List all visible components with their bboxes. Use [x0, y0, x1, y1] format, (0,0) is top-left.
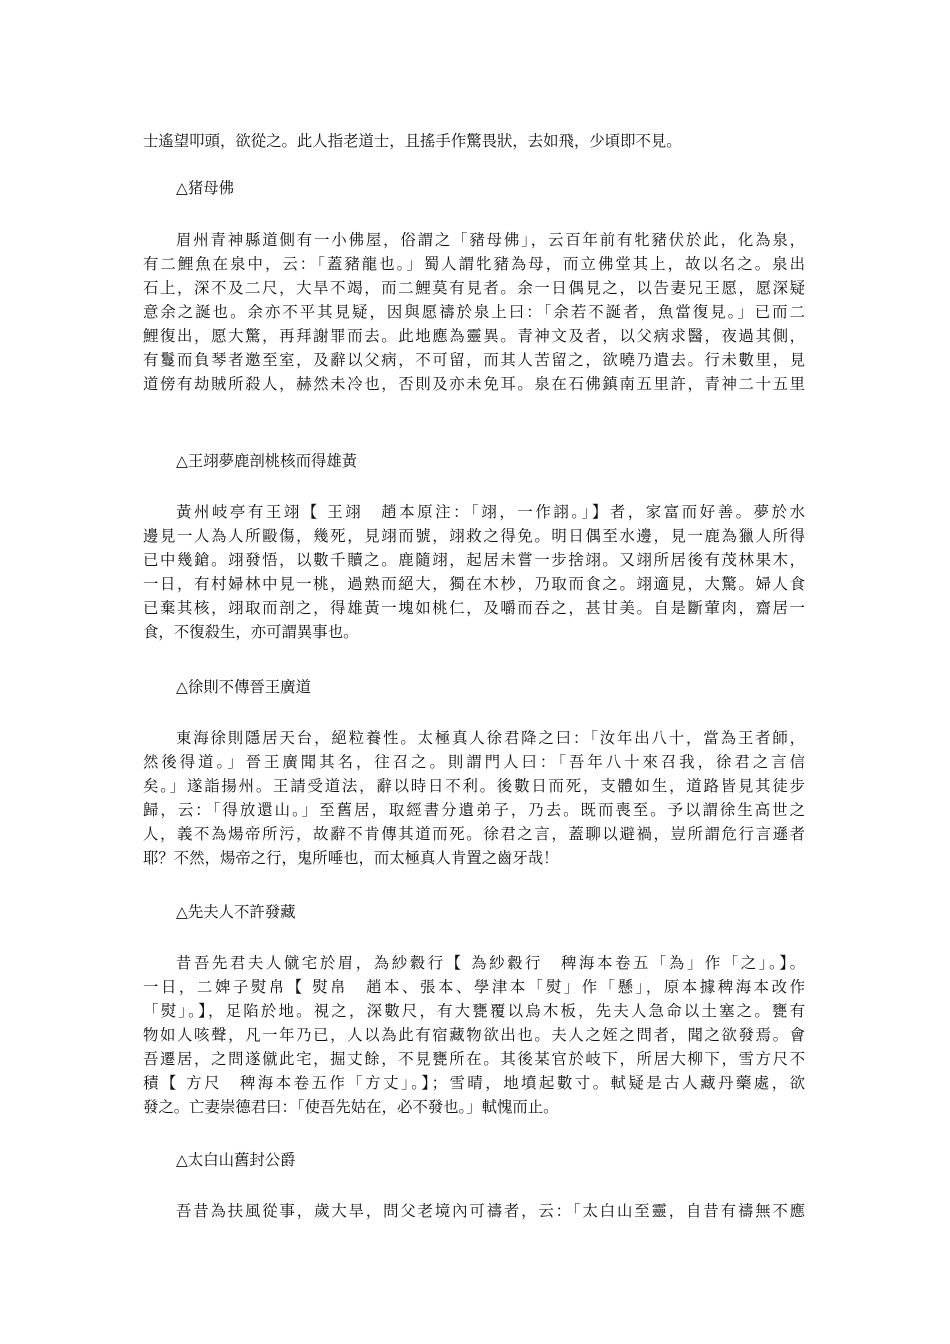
paragraph-line: 耶？不然，煬帝之行，鬼所唾也，而太極真人肯置之齒牙哉！ — [143, 849, 559, 867]
paragraph-line: 東海徐則隱居天台，絕粒養性。太極真人徐君降之曰：「汝年出八十，當為王者師， — [176, 729, 805, 747]
paragraph-line: 然後得道。」晉王廣聞其名，往召之。則謂門人曰：「吾年八十來召我，徐君之言信 — [143, 753, 805, 771]
paragraph-line: 有鬘而負琴者邀至室，及辭以父病，不可留，而其人苦留之，欲曉乃遣去。行未數里，見 — [143, 351, 805, 369]
paragraph-line: 有二鯉魚在泉中，云：「蓋豬龍也。」蜀人謂牝豬為母，而立佛堂其上，故以名之。泉出 — [143, 255, 805, 273]
section-heading: △徐則不傳晉王廣道 — [176, 678, 311, 696]
section-heading: △先夫人不許發藏 — [176, 903, 296, 921]
section-heading: △太白山舊封公爵 — [176, 1151, 296, 1169]
paragraph-line: 人，義不為煬帝所污，故辭不肯傳其道而死。徐君之言，蓋聊以避禍，豈所謂危行言遜者 — [143, 825, 805, 843]
section-heading: △王翊夢鹿剖桃核而得雄黃 — [176, 452, 358, 470]
opening-fragment: 士遙望叩頭，欲從之。此人指老道士，且搖手作驚畏狀，去如飛，少頃即不見。 — [143, 132, 682, 150]
paragraph-line: 昔吾先君夫人僦宅於眉，為紗縠行【 為紗縠行 稗海本卷五「為」作「之」。】。 — [176, 954, 805, 972]
paragraph-line: 矣。」遂詣揚州。王請受道法，辭以時日不利。後數日而死，支體如生，道路皆見其徒步 — [143, 777, 805, 795]
paragraph-line: 吾遷居，之問遂僦此宅，掘丈餘，不見甕所在。其後某官於岐下，所居大柳下，雪方尺不 — [143, 1050, 805, 1068]
paragraph-line: 意余之誕也。余亦不平其見疑，因與愿禱於泉上曰：「余若不誕者，魚當復見。」已而二 — [143, 303, 805, 321]
paragraph-line: 一日，二婢子熨帛【 熨帛 趙本、張本、學津本「熨」作「懸」，原本據稗海本改作 — [143, 978, 805, 996]
paragraph-line: 發之。亡妻崇德君曰：「使吾先姑在，必不發也。」軾愧而止。 — [143, 1098, 559, 1116]
paragraph-line: 道傍有劫賊所殺人，赫然未冷也，否則及亦未免耳。泉在石佛鎮南五里許，青神二十五里 — [143, 375, 805, 393]
paragraph-line: 邊見一人為人所毆傷，幾死，見翊而號，翊救之得免。明日偶至水邊，見一鹿為獵人所得 — [143, 527, 805, 545]
paragraph-line: 已棄其核，翊取而剖之，得雄黃一塊如桃仁，及嚼而吞之，甚甘美。自是斷葷肉，齋居一 — [143, 599, 805, 617]
paragraph-line: 已中幾鎗。翊發悟，以數千贖之。鹿隨翊，起居未嘗一步捨翊。又翊所居後有茂林果木， — [143, 551, 805, 569]
paragraph-line: 黃州岐亭有王翊【 王翊 趙本原注：「翊，一作詡。」】者，家富而好善。夢於水 — [176, 503, 805, 521]
paragraph-line: 食，不復殺生，亦可謂異事也。 — [143, 623, 359, 641]
paragraph-line: 「熨」。】，足陷於地。視之，深數尺，有大甕覆以烏木板，先夫人急命以土塞之。甕有 — [143, 1002, 805, 1020]
section-heading: △猪母佛 — [176, 179, 235, 197]
paragraph-line: 吾昔為扶風從事，歲大旱，問父老境內可禱者，云：「太白山至靈，自昔有禱無不應 — [176, 1202, 805, 1220]
paragraph-line: 鯉復出，愿大驚，再拜謝罪而去。此地應為靈異。青神文及者，以父病求醫，夜過其側， — [143, 327, 805, 345]
paragraph-line: 一日，有村婦林中見一桃，過熟而絕大，獨在木杪，乃取而食之。翊適見，大驚。婦人食 — [143, 575, 805, 593]
paragraph-line: 物如人咳聲，凡一年乃已，人以為此有宿藏物欲出也。夫人之姪之問者，聞之欲發焉。會 — [143, 1026, 805, 1044]
paragraph-line: 眉州青神縣道側有一小佛屋，俗謂之「豬母佛」，云百年前有牝豬伏於此，化為泉， — [176, 231, 805, 249]
paragraph-line: 石上，深不及二尺，大旱不竭，而二鯉莫有見者。余一日偶見之，以告妻兄王愿，愿深疑 — [143, 279, 805, 297]
paragraph-line: 積【 方尺 稗海本卷五作「方丈」。】；雪晴，地墳起數寸。軾疑是古人藏丹藥處，欲 — [143, 1074, 805, 1092]
paragraph-line: 歸，云：「得放還山。」至舊居，取經書分遺弟子，乃去。既而喪至。予以謂徐生高世之 — [143, 801, 805, 819]
